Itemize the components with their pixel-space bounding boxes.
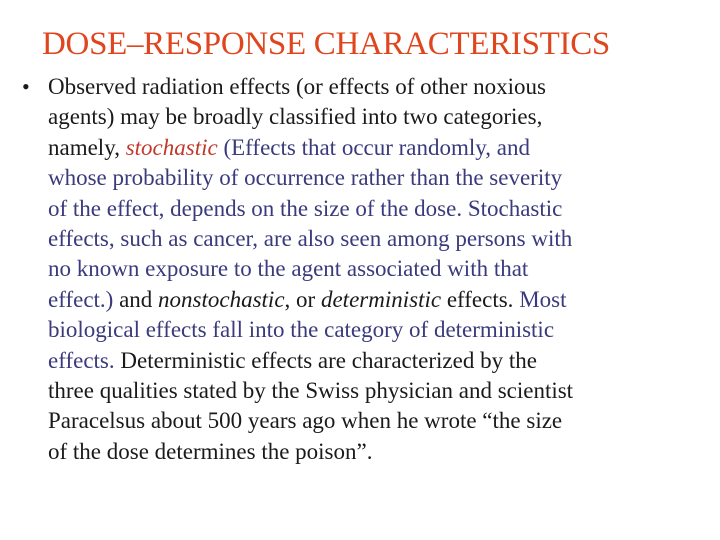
text-line-13: of the dose determines the poison”. — [48, 438, 373, 464]
term-deterministic: deterministic — [320, 286, 442, 312]
text-line-3: namely, stochastic (Effects that occur randomly, and — [48, 134, 531, 160]
term-nonstochastic: nonstochastic — [158, 286, 285, 312]
text-line-11: three qualities stated by the Swiss physician and scientist — [48, 378, 574, 404]
term-stochastic: stochastic — [125, 134, 218, 160]
text-line-12: Paracelsus about 500 years ago when he wrote “the size — [48, 408, 563, 434]
bullet-item — [22, 72, 702, 467]
text-line-5: of the effect, depends on the size of the dose. Stochastic — [48, 195, 563, 221]
slide-title: DOSE–RESPONSE CHARACTERISTICS — [42, 26, 610, 62]
slide-body — [22, 72, 702, 467]
bullet-text — [48, 72, 702, 467]
text-line-6: effects, such as cancer, are also seen among persons with — [48, 226, 573, 252]
text-line-2: agents) may be broadly classified into two categories, — [48, 104, 543, 130]
text-line-4: whose probability of occurrence rather than the severity — [48, 165, 563, 191]
text-line-10: effects. Deterministic effects are characterized by the — [48, 347, 537, 373]
bullet-icon: • — [22, 74, 30, 99]
text-line-8: effect.) and nonstochastic, or deterministic effects. Most — [48, 286, 567, 312]
text-line-7: no known exposure to the agent associated with that — [48, 256, 529, 282]
text-line-9: biological effects fall into the category of deterministic — [48, 317, 555, 343]
text-line-1: Observed radiation effects (or effects of other noxious — [48, 74, 546, 99]
